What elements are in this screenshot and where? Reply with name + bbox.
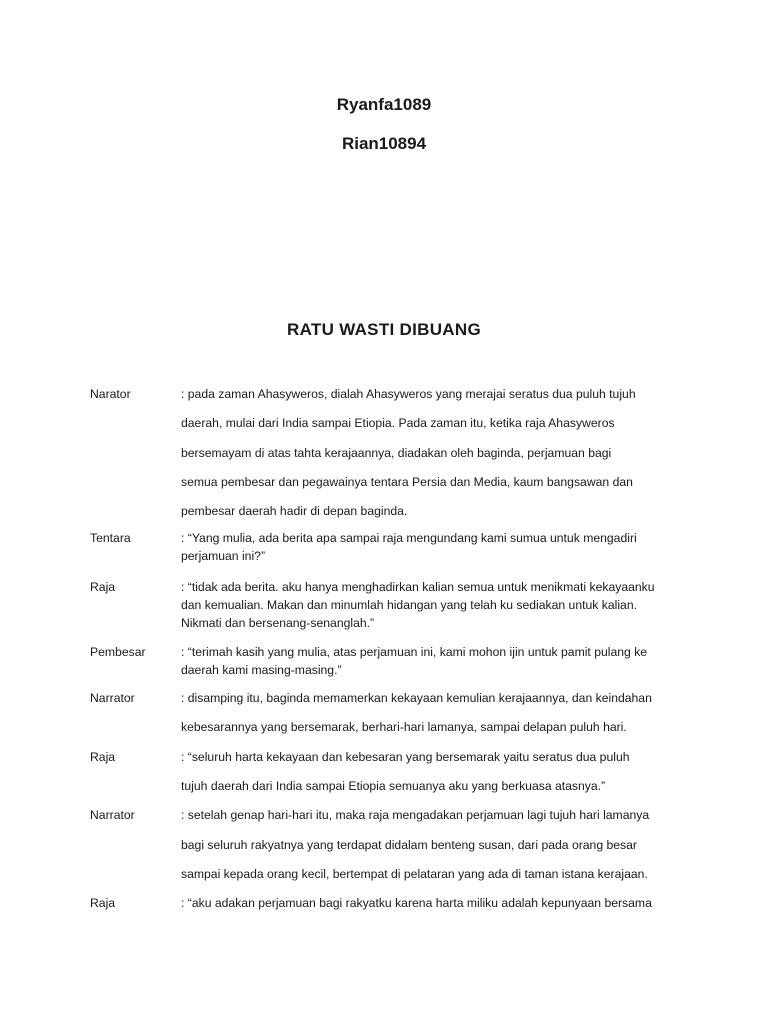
dialogue-line: semua pembesar dan pegawainya tentara Persia dan Media, kaum bangsawan dan xyxy=(181,474,633,489)
dialogue-line: pembesar daerah hadir di depan baginda. xyxy=(181,504,408,519)
dialogue-line: sampai kepada orang kecil, bertempat di pelataran yang ada di taman istana kerajaan. xyxy=(181,866,648,881)
speaker-name: Tentara xyxy=(90,531,131,546)
dialogue-line: daerah kami masing-masing.” xyxy=(181,663,342,678)
speaker-name: Raja xyxy=(90,749,116,764)
dialogue-line: : “seluruh harta kekayaan dan kebesaran yang bersemarak yaitu seratus dua puluh xyxy=(181,749,630,764)
speaker-name: Narator xyxy=(90,387,131,401)
dialogue-text xyxy=(181,801,690,889)
dialogue-line: : “aku adakan perjamuan bagi rakyatku karena harta miliku adalah kepunyaan bersama xyxy=(181,896,652,911)
dialogue-line: : setelah genap hari-hari itu, maka raja mengadakan perjamuan lagi tujuh hari lamanya xyxy=(181,808,650,823)
dialogue-entry xyxy=(90,530,690,566)
dialogue-line: bersemayam di atas tahta kerajaannya, diadakan oleh baginda, perjamuan bagi xyxy=(181,445,612,460)
dialogue-entry xyxy=(90,801,690,889)
dialogue-text xyxy=(181,889,690,918)
speaker-name: Narrator xyxy=(90,808,135,823)
dialogue-entry xyxy=(90,743,690,802)
dialogue-line: : “Yang mulia, ada berita apa sampai raja mengundang kami sumua untuk mengadiri xyxy=(181,531,637,546)
dialogue-line: perjamuan ini?” xyxy=(181,549,266,564)
speaker-name: Raja xyxy=(90,580,116,595)
speaker-name: Raja xyxy=(90,896,116,911)
dialogue-text xyxy=(181,684,690,743)
dialogue-entry xyxy=(90,684,690,743)
dialogue-entry xyxy=(90,889,690,918)
document-title: RATU WASTI DIBUANG xyxy=(287,320,481,339)
dialogue-line: : “tidak ada berita. aku hanya menghadirkan kalian semua untuk menikmati kekayaanku xyxy=(181,580,655,595)
dialogue-line: tujuh daerah dari India sampai Etiopia semuanya aku yang berkuasa atasnya.” xyxy=(181,778,606,793)
dialogue-line: : pada zaman Ahasyweros, dialah Ahasyweros yang merajai seratus dua puluh tujuh xyxy=(181,387,636,401)
dialogue-entry xyxy=(90,380,690,526)
dialogue-text xyxy=(181,644,690,680)
speaker-name: Pembesar xyxy=(90,645,146,660)
dialogue-text xyxy=(181,579,690,632)
author-username-2: Rian10894 xyxy=(341,134,427,153)
dialogue-entry xyxy=(90,579,690,632)
dialogue-entry xyxy=(90,644,690,680)
dialogue-script xyxy=(90,384,690,918)
dialogue-line: dan kemualian. Makan dan minumlah hidangan yang telah ku sediakan untuk kalian. xyxy=(181,597,637,612)
dialogue-line: kebesarannya yang bersemarak, berhari-hari lamanya, sampai delapan puluh hari. xyxy=(181,720,627,735)
author-username-1: Ryanfa1089 xyxy=(336,95,432,114)
speaker-name: Narrator xyxy=(90,691,135,706)
dialogue-text xyxy=(181,530,690,566)
dialogue-line: : “terimah kasih yang mulia, atas perjamuan ini, kami mohon ijin untuk pamit pulang ke xyxy=(181,645,648,660)
dialogue-line: daerah, mulai dari India sampai Etiopia. Pada zaman itu, ketika raja Ahasyweros xyxy=(181,416,615,431)
dialogue-text xyxy=(181,743,690,802)
dialogue-line: bagi seluruh rakyatnya yang terdapat didalam benteng susan, dari pada orang besar xyxy=(181,837,637,852)
dialogue-text xyxy=(181,380,690,526)
dialogue-line: Nikmati dan bersenang-senanglah.” xyxy=(181,615,375,630)
dialogue-line: : disamping itu, baginda memamerkan kekayaan kemulian kerajaannya, dan keindahan xyxy=(181,691,652,706)
